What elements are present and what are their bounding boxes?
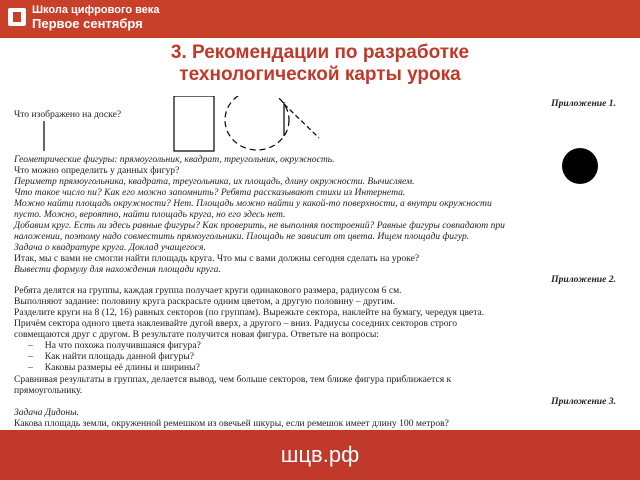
logo-line1: Школа цифрового века xyxy=(32,4,160,16)
doc-line: Причём сектора одного цвета наклеивайте дугой вверх, а другого – вниз. Радиусы соседних секторов строго xyxy=(14,318,458,329)
doc-line: пусто. Можно, вероятно, найти площадь круга, но его здесь нет. xyxy=(14,209,286,220)
slide-title xyxy=(0,42,640,86)
doc-line: Итак, мы с вами не смогли найти площадь круга. Что мы с вами должны сегодня сделать на уроке? xyxy=(14,253,420,264)
black-circle-figure xyxy=(562,148,598,184)
title-line2: технологической карты урока xyxy=(179,64,461,85)
logo-line2: Первое сентября xyxy=(32,16,143,31)
doc-line: Периметр прямоугольника, квадрата, треугольника, их площадь, длину окружности. Вычисляем. xyxy=(14,176,415,187)
doc-line: Геометрические фигуры: прямоугольник, квадрат, треугольник, окружность. xyxy=(14,154,335,165)
doc-line: Можно найти площадь окружности? Нет. Площадь можно найти у какой-то поверхности, а внутри окружности xyxy=(14,198,492,209)
logo xyxy=(8,4,160,30)
doc-line: Добавим круг. Есть ли здесь равные фигуры? Как проверить, не выполняя построений? Равные фигуры совпадают при xyxy=(14,220,505,231)
doc-line: Сравнивая результаты в группах, делается вывод, чем больше секторов, тем ближе фигура приближается к xyxy=(14,374,452,385)
doc-line: Выполняют задание: половину круга раскрасьте одним цветом, а другую половину – другим. xyxy=(14,296,395,307)
bullet-item: – Каковы размеры её длины и ширины? xyxy=(14,362,200,373)
rectangle-figure xyxy=(174,96,214,151)
appendix1-label: Приложение 1. xyxy=(551,98,616,109)
appendix3-label: Приложение 3. xyxy=(551,396,616,407)
circle-outline-figure xyxy=(225,96,289,150)
doc-line: прямоугольнику. xyxy=(14,385,83,396)
doc-line: Какова площадь земли, окруженной ремешком из овечьей шкуры, если ремешок имеет длину 100 метров? xyxy=(14,418,449,429)
footer-bar xyxy=(0,430,640,480)
appendix2-label: Приложение 2. xyxy=(551,274,616,285)
doc-line: Ребята делятся на группы, каждая группа получает круги одинакового размера, радиусом 6 см. xyxy=(14,285,402,296)
logo-icon xyxy=(8,8,26,26)
doc-line: совмещаются друг с другом. В результате получится новая фигура. Ответьте на вопросы: xyxy=(14,329,379,340)
doc-line: Что изображено на доске? xyxy=(14,109,122,120)
footer-site: шцв.рф xyxy=(280,442,360,467)
bullet-item: – Как найти площадь данной фигуры? xyxy=(14,351,194,362)
doc-line: Задача о квадратуре круга. Доклад учащегося. xyxy=(14,242,206,253)
document-scan xyxy=(14,96,618,430)
header-bar xyxy=(0,0,640,38)
doc-line: Вывести формулу для нахождения площади круга. xyxy=(14,264,221,275)
bullet-item: – На что похожа получившаяся фигура? xyxy=(14,340,201,351)
doc-line: наложении, поэтому надо совместить прямоугольники. Площадь не зависит от цвета. Ищем площади фигур. xyxy=(14,231,470,242)
doc-line: Что такое число пи? Как его можно запомнить? Ребята рассказывают стихи из Интернета. xyxy=(14,187,406,198)
doc-line: Что можно определить у данных фигур? xyxy=(14,165,180,176)
doc-line: Разделите круги на 8 (12, 16) равных секторов (по группам). Вырежьте сектора, наклейте на бумагу, чередуя цвета. xyxy=(14,307,485,318)
doc-line: Задача Дидоны. xyxy=(14,407,80,418)
title-line1: 3. Рекомендации по разработке xyxy=(170,42,470,63)
